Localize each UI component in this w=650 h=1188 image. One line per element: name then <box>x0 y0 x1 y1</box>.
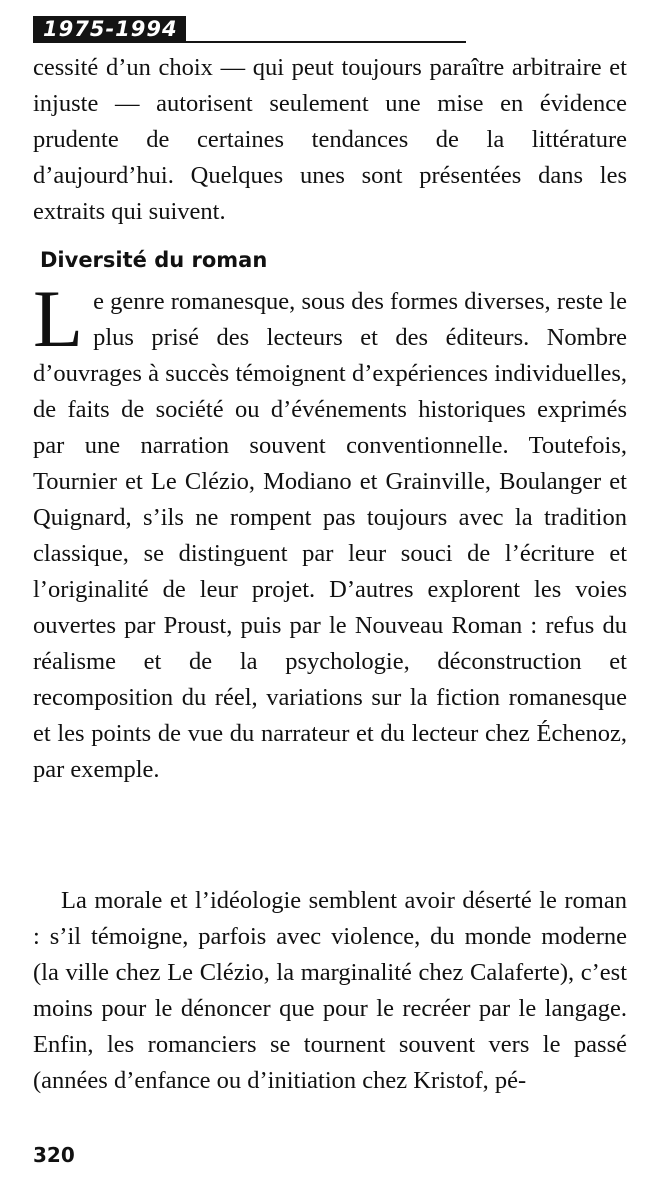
section-heading: Diversité du roman <box>40 248 268 272</box>
intro-text: cessité d’un choix — qui peut toujours paraître arbitraire et injuste — autorisent seulement une mise en évidence prudente de certaines tendances de la littérature d’aujourd’hui. Quelques unes sont présentées dans les extraits qui suivent. <box>33 54 627 225</box>
body-paragraph-1-text: e genre romanesque, sous des formes diverses, reste le plus prisé des lecteurs et des éditeurs. Nombre d’ouvrages à succès témoignent d’expériences individuelles, de faits de société ou d’événements historiques exprimés par une narration souvent conventionnelle. Toutefois, Tournier et Le Clézio, Modiano et Grainville, Boulanger et Quignard, s’ils ne rompent pas toujours avec la tradition classique, se distinguent par leur souci de l’écriture et l’originalité de leur projet. D’autres explorent les voies ouvertes par Proust, puis par le Nouveau Roman : refus du réalisme et de la psychologie, déconstruction et recomposition du réel, variations sur la fiction romanesque et les points de vue du narrateur et du lecteur chez Échenoz, par exemple. <box>33 288 627 783</box>
header-rule <box>186 41 466 43</box>
body-paragraph-1 <box>33 273 627 788</box>
page-number: 320 <box>33 1143 75 1167</box>
intro-paragraph <box>33 50 627 230</box>
body-paragraph-2 <box>33 883 627 1099</box>
body-paragraph-2-text: La morale et l’idéologie semblent avoir déserté le roman : s’il témoigne, parfois avec violence, du monde moderne (la ville chez Le Clézio, la marginalité chez Calaferte), c’est moins pour le dénoncer que pour le recréer par le langage. Enfin, les romanciers se tournent souvent vers le passé (années d’enfance ou d’initiation chez Kristof, pé- <box>33 887 627 1094</box>
period-header: 1975-1994 <box>33 16 186 43</box>
drop-cap: L <box>33 273 84 364</box>
